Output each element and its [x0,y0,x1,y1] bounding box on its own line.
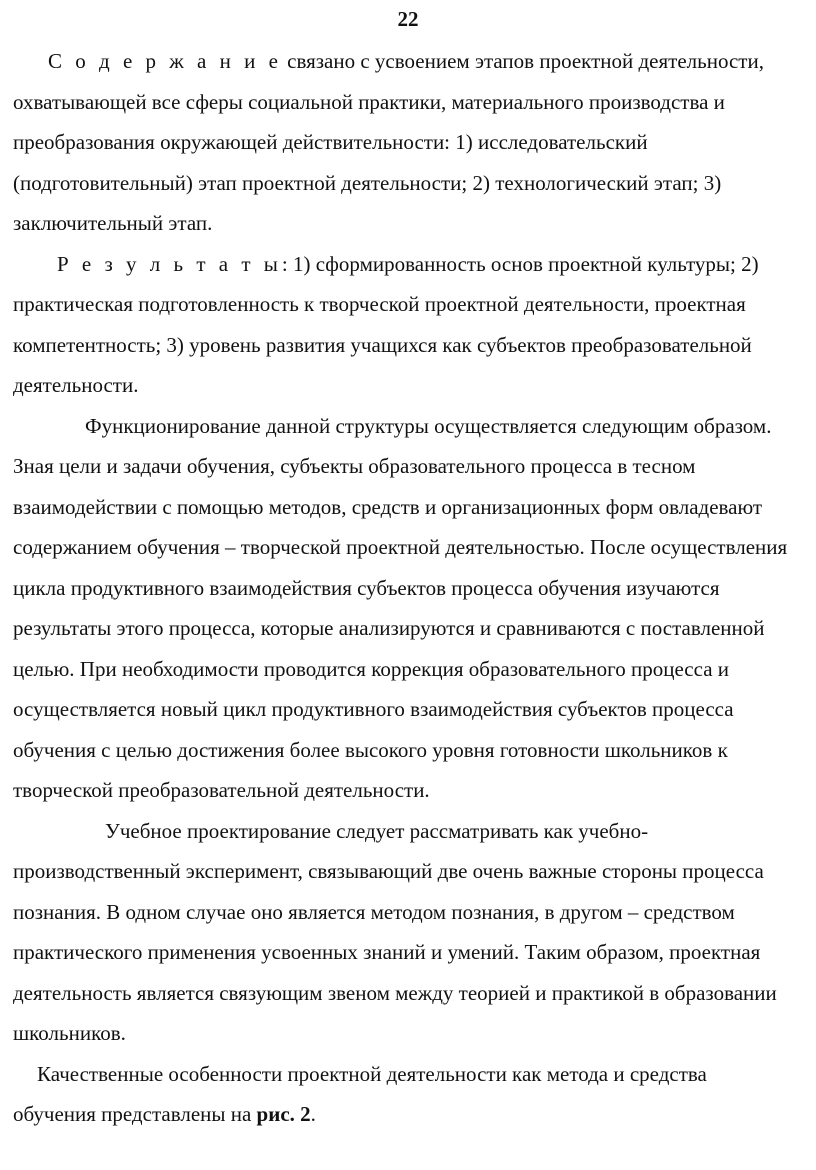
paragraph-end-punctuation: . [310,1102,316,1126]
paragraph-qualitative-text: Качественные особенности проектной деятельности как метода и средства обучения представлены на [13,1061,707,1126]
paragraph-functioning: Функционирование данной структуры осуществляется следующим образом. Зная цели и задачи обучения, субъекты образовательного процесса в тесном взаимодействии с помощью методов, средств и организационных форм овладевают содержанием обучения – творческой проектной деятельностью. После осуществления цикла продуктивного взаимодействия субъектов процесса обучения изучаются результаты этого процесса, которые анализируются и сравниваются с поставленной целью. При необходимости проводится коррекция образовательного процесса и осуществляется новый цикл продуктивного взаимодействия субъектов процесса обучения с целью достижения более высокого уровня готовности школьников к творческой преобразовательной деятельности. [13,413,788,802]
page-number: 22 [397,7,419,31]
term-content: С о д е р ж а н и е [48,49,282,73]
paragraph-results-text: : 1) сформированность основ проектной культуры; 2) практическая подготовленность к творческой проектной деятельности, проектная компетентность; 3) уровень развития учащихся как субъектов преобразовательной деятельности. [13,251,759,397]
figure-reference: рис. 2 [256,1102,311,1126]
document-body [13,41,791,1135]
term-results: Р е з у л ь т а т ы [57,251,282,276]
paragraph-content [13,41,791,244]
paragraph-educational-design: Учебное проектирование следует рассматривать как учебно-производственный эксперимент, связывающий две очень важные стороны процесса познания. В одном случае оно является методом познания, в другом – средством практического применения усвоенных знаний и умений. Таким образом, проектная деятельность является связующим звеном между теорией и практикой в образовании школьников. [13,818,777,1045]
paragraph-results [13,244,791,406]
paragraph-content-text: связано с усвоением этапов проектной деятельности, охватывающей все сферы социальной практики, материального производства и преобразования окружающей действительности: 1) исследовательский (подготовительный) этап проектной деятельности; 2) технологический этап; 3) заключительный этап. [13,49,764,235]
paragraph-qualitative-features [13,1054,791,1135]
